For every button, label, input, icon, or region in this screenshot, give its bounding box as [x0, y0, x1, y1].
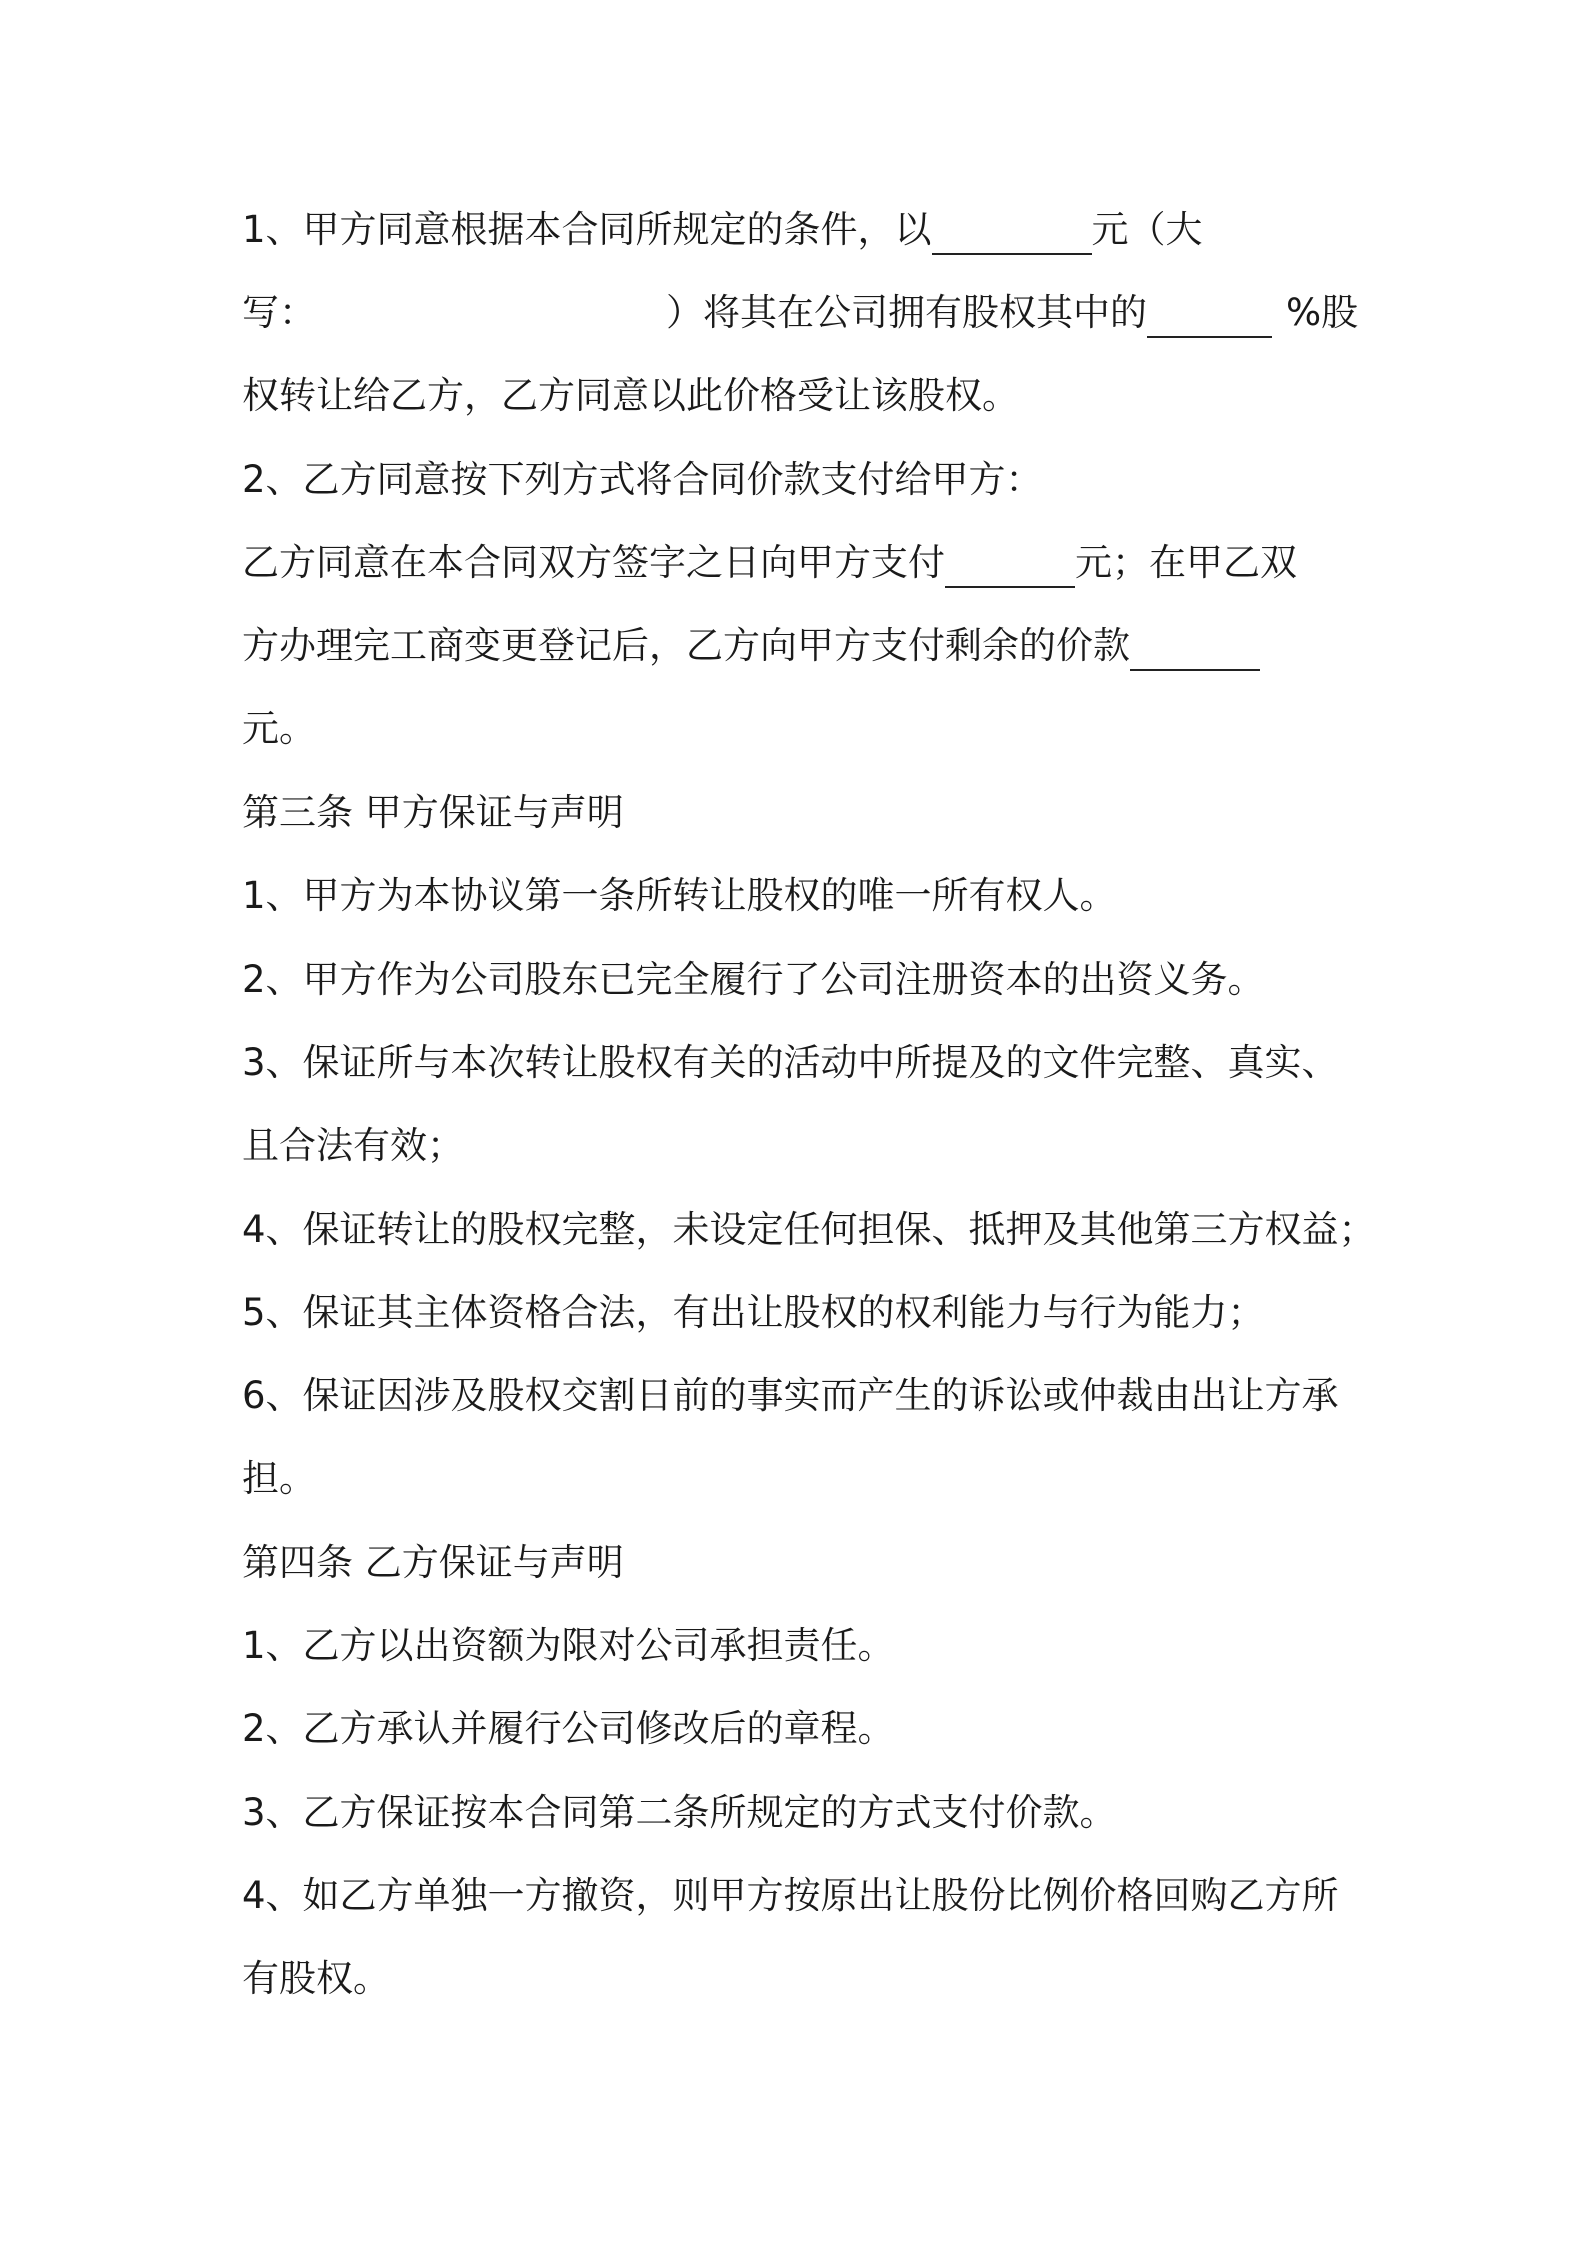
- clause-2-line-2: [242, 621, 1362, 671]
- clause-2-text-a: 乙方同意在本合同双方签字之日向甲方支付: [242, 541, 945, 584]
- article-3-item: 5、保证其主体资格合法，有出让股权的权利能力与行为能力；: [242, 1291, 1265, 1334]
- amount-blank[interactable]: [932, 215, 1092, 255]
- remaining-payment-blank[interactable]: [1130, 631, 1260, 671]
- article-4-item: 2、乙方承认并履行公司修改后的章程。: [242, 1707, 895, 1750]
- article-3-item: 2、甲方作为公司股东已完全履行了公司注册资本的出资义务。: [242, 958, 1265, 1001]
- clause-1-text-b: 元（大: [1091, 208, 1203, 251]
- clause-2-text-c: 方办理完工商变更登记后，乙方向甲方支付剩余的价款: [242, 624, 1130, 667]
- article-4-item: 3、乙方保证按本合同第二条所规定的方式支付价款。: [242, 1791, 1117, 1834]
- article-3-item: 3、保证所与本次转让股权有关的活动中所提及的文件完整、真实、: [242, 1041, 1339, 1084]
- clause-2-line-3: [242, 704, 1362, 754]
- article-3-item: 6、保证因涉及股权交割日前的事实而产生的诉讼或仲裁由出让方承: [242, 1374, 1339, 1417]
- clause-1-text-c: 写：: [242, 291, 316, 334]
- first-payment-blank[interactable]: [945, 548, 1075, 588]
- article-3-item: 且合法有效；: [242, 1124, 464, 1167]
- article-3-heading: 第三条 甲方保证与声明: [242, 791, 624, 834]
- clause-1-text-d: ）将其在公司拥有股权其中的: [666, 291, 1147, 334]
- article-4-heading: 第四条 乙方保证与声明: [242, 1541, 624, 1584]
- article-3-item: 1、甲方为本协议第一条所转让股权的唯一所有权人。: [242, 874, 1117, 917]
- percentage-blank[interactable]: [1147, 298, 1272, 338]
- article-3-item: 担。: [242, 1457, 316, 1500]
- clause-1-line-1: [242, 205, 1362, 255]
- article-4-item: 4、如乙方单独一方撤资，则甲方按原出让股份比例价格回购乙方所: [242, 1874, 1339, 1917]
- article-3-item: 4、保证转让的股权完整，未设定任何担保、抵押及其他第三方权益；: [242, 1208, 1376, 1251]
- clause-1-text-f: 权转让给乙方，乙方同意以此价格受让该股权。: [242, 374, 1019, 417]
- clause-2-text-b: 元；在甲乙双: [1075, 541, 1297, 584]
- clause-2-text-d: 元。: [242, 707, 316, 750]
- article-4-item: 1、乙方以出资额为限对公司承担责任。: [242, 1624, 895, 1667]
- clause-2-line-1: [242, 538, 1362, 588]
- clause-1-line-3: [242, 371, 1362, 421]
- clause-1-text-a: 1、甲方同意根据本合同所规定的条件，以: [242, 208, 932, 251]
- article-4-item: 有股权。: [242, 1957, 390, 2000]
- clause-1-text-e: %股: [1286, 291, 1359, 334]
- clause-2-title: 2、乙方同意按下列方式将合同价款支付给甲方：: [242, 458, 1043, 501]
- amount-in-words-blank[interactable]: [316, 300, 666, 338]
- clause-1-line-2: [242, 288, 1362, 338]
